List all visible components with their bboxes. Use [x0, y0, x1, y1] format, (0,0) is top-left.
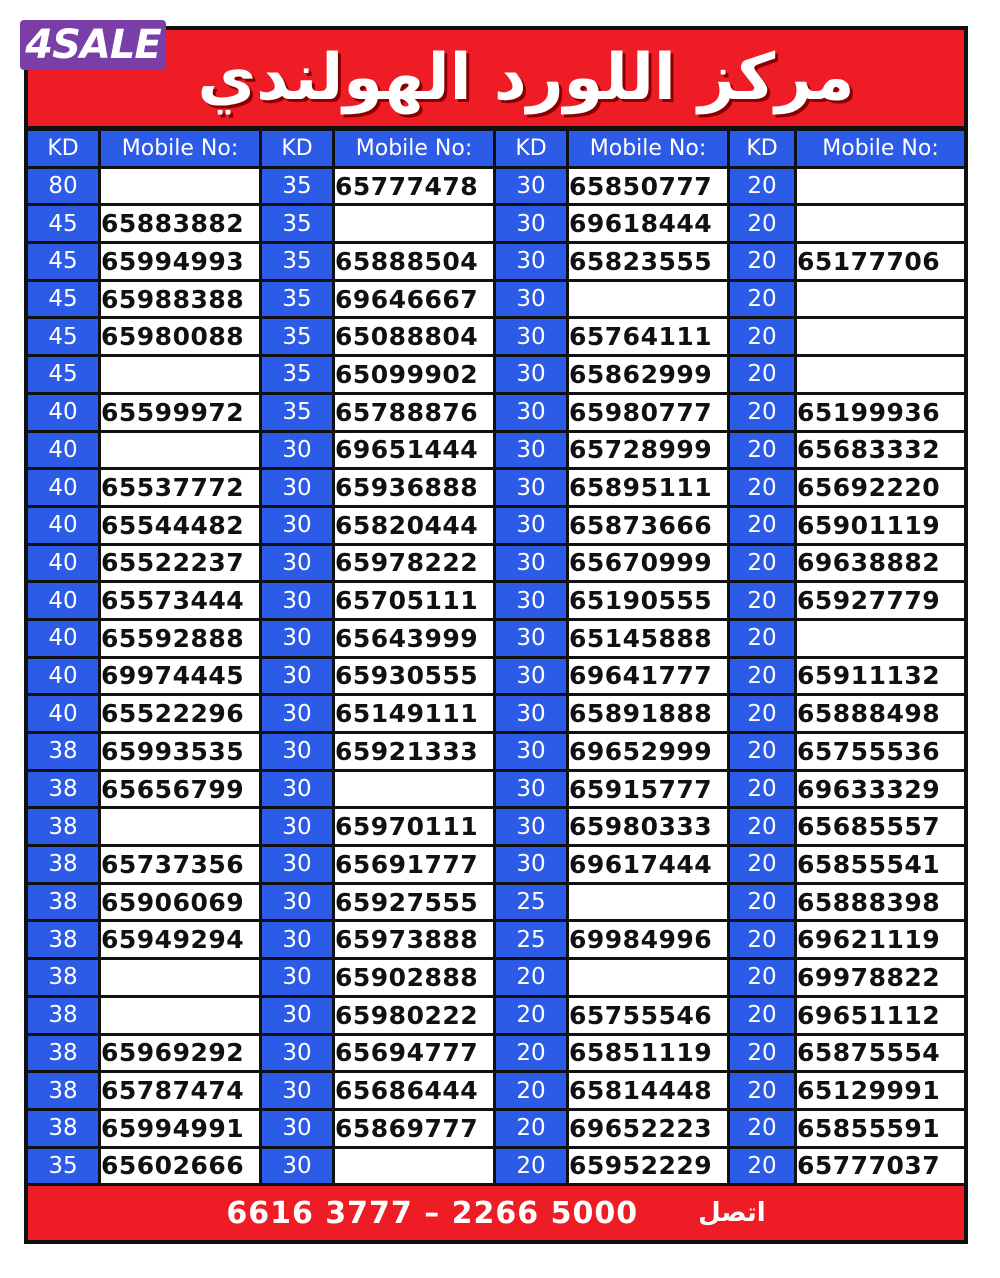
table-row [28, 508, 964, 543]
mobile-number-cell: 65969292 [101, 1036, 259, 1071]
price-cell: 30 [496, 169, 566, 204]
price-cell: 40 [28, 433, 98, 468]
mobile-number-cell [101, 809, 259, 844]
price-cell: 30 [262, 621, 332, 656]
mobile-number-cell: 65906069 [101, 885, 259, 920]
mobile-number-cell: 65764111 [569, 319, 727, 354]
column-header-kd: KD [496, 131, 566, 166]
price-cell: 20 [730, 809, 794, 844]
price-cell: 35 [28, 1149, 98, 1184]
table-row [28, 659, 964, 694]
price-cell: 20 [496, 1036, 566, 1071]
mobile-number-cell: 69984996 [569, 922, 727, 957]
column-header-mobile: Mobile No: [569, 131, 727, 166]
price-cell: 30 [496, 659, 566, 694]
price-cell: 30 [496, 282, 566, 317]
table-row [28, 885, 964, 920]
mobile-number-cell: 69652999 [569, 734, 727, 769]
column-header-kd: KD [262, 131, 332, 166]
mobile-number-cell: 65980333 [569, 809, 727, 844]
mobile-number-cell: 65888398 [797, 885, 964, 920]
mobile-number-cell: 69651112 [797, 998, 964, 1033]
mobile-number-cell: 65145888 [569, 621, 727, 656]
mobile-number-cell: 65602666 [101, 1149, 259, 1184]
price-cell: 30 [496, 319, 566, 354]
mobile-number-cell: 65993535 [101, 734, 259, 769]
mobile-number-cell: 65544482 [101, 508, 259, 543]
column-header-mobile: Mobile No: [797, 131, 964, 166]
table-row [28, 1111, 964, 1146]
mobile-number-cell: 65755546 [569, 998, 727, 1033]
mobile-number-cell [797, 319, 964, 354]
mobile-number-cell: 65823555 [569, 244, 727, 279]
price-cell: 38 [28, 809, 98, 844]
mobile-number-cell: 65980777 [569, 395, 727, 430]
price-cell: 20 [730, 169, 794, 204]
price-cell: 25 [496, 922, 566, 957]
mobile-number-cell: 65199936 [797, 395, 964, 430]
mobile-number-cell: 65949294 [101, 922, 259, 957]
price-cell: 20 [496, 998, 566, 1033]
price-cell: 35 [262, 395, 332, 430]
price-cell: 20 [730, 1111, 794, 1146]
price-cell: 30 [262, 885, 332, 920]
mobile-number-cell: 65891888 [569, 696, 727, 731]
mobile-number-cell: 65915777 [569, 772, 727, 807]
mobile-number-cell [797, 206, 964, 241]
price-cell: 38 [28, 960, 98, 995]
price-cell: 20 [496, 1149, 566, 1184]
price-cell: 30 [262, 1149, 332, 1184]
price-cell: 20 [730, 1073, 794, 1108]
price-cell: 30 [496, 583, 566, 618]
price-cell: 30 [262, 546, 332, 581]
mobile-number-cell: 65911132 [797, 659, 964, 694]
price-cell: 20 [730, 885, 794, 920]
mobile-number-cell [101, 433, 259, 468]
mobile-number-cell: 65129991 [797, 1073, 964, 1108]
table-row [28, 470, 964, 505]
price-cell: 30 [496, 546, 566, 581]
price-cell: 20 [730, 206, 794, 241]
mobile-number-cell [797, 621, 964, 656]
price-cell: 30 [262, 1036, 332, 1071]
title-banner [28, 30, 964, 126]
mobile-number-cell: 65177706 [797, 244, 964, 279]
table-row [28, 206, 964, 241]
mobile-number-cell: 65994991 [101, 1111, 259, 1146]
price-cell: 20 [730, 1149, 794, 1184]
price-cell: 45 [28, 319, 98, 354]
mobile-number-cell: 69974445 [101, 659, 259, 694]
price-cell: 45 [28, 357, 98, 392]
price-cell: 30 [496, 508, 566, 543]
price-cell: 20 [730, 847, 794, 882]
price-cell: 20 [730, 508, 794, 543]
price-cell: 25 [496, 885, 566, 920]
mobile-number-cell [101, 960, 259, 995]
mobile-number-cell: 65978222 [335, 546, 493, 581]
mobile-number-cell: 65855591 [797, 1111, 964, 1146]
price-cell: 30 [496, 847, 566, 882]
price-cell: 30 [496, 244, 566, 279]
mobile-number-cell: 65851119 [569, 1036, 727, 1071]
table-row [28, 772, 964, 807]
mobile-number-cell: 65888498 [797, 696, 964, 731]
call-label: اتصل [698, 1198, 766, 1228]
price-cell: 20 [730, 470, 794, 505]
mobile-number-cell: 65936888 [335, 470, 493, 505]
price-cell: 35 [262, 206, 332, 241]
price-cell: 20 [730, 244, 794, 279]
brand-logo-text: 4SALE [25, 22, 161, 68]
price-cell: 30 [262, 696, 332, 731]
mobile-number-cell: 69618444 [569, 206, 727, 241]
mobile-number-cell: 65522296 [101, 696, 259, 731]
mobile-number-cell [569, 282, 727, 317]
table-row [28, 357, 964, 392]
mobile-number-cell: 65873666 [569, 508, 727, 543]
mobile-number-cell [335, 1149, 493, 1184]
mobile-number-cell: 65980088 [101, 319, 259, 354]
mobile-number-cell: 65970111 [335, 809, 493, 844]
mobile-number-cell: 65643999 [335, 621, 493, 656]
price-cell: 38 [28, 1111, 98, 1146]
contact-banner [28, 1186, 964, 1240]
table-row [28, 244, 964, 279]
price-cell: 35 [262, 282, 332, 317]
price-cell: 30 [496, 470, 566, 505]
mobile-number-cell: 65149111 [335, 696, 493, 731]
price-cell: 20 [730, 583, 794, 618]
mobile-number-cell: 65099902 [335, 357, 493, 392]
table-row [28, 960, 964, 995]
price-cell: 30 [262, 809, 332, 844]
price-cell: 30 [496, 734, 566, 769]
table-row [28, 169, 964, 204]
mobile-number-cell: 65190555 [569, 583, 727, 618]
price-cell: 30 [262, 508, 332, 543]
price-cell: 20 [730, 395, 794, 430]
mobile-number-cell: 69633329 [797, 772, 964, 807]
mobile-number-cell: 65788876 [335, 395, 493, 430]
mobile-number-cell: 69978822 [797, 960, 964, 995]
mobile-number-cell [797, 282, 964, 317]
mobile-number-cell [569, 960, 727, 995]
price-cell: 80 [28, 169, 98, 204]
mobile-number-cell: 65694777 [335, 1036, 493, 1071]
mobile-number-cell: 65994993 [101, 244, 259, 279]
price-cell: 30 [262, 772, 332, 807]
mobile-number-cell: 65537772 [101, 470, 259, 505]
table-row [28, 621, 964, 656]
price-cell: 40 [28, 508, 98, 543]
mobile-number-cell [797, 169, 964, 204]
column-header-mobile: Mobile No: [101, 131, 259, 166]
price-cell: 38 [28, 1036, 98, 1071]
price-cell: 30 [496, 696, 566, 731]
mobile-number-cell: 65705111 [335, 583, 493, 618]
table-body [28, 169, 964, 1184]
price-cell: 38 [28, 922, 98, 957]
price-cell: 30 [262, 960, 332, 995]
price-cell: 30 [496, 809, 566, 844]
price-cell: 20 [730, 621, 794, 656]
mobile-number-cell: 65692220 [797, 470, 964, 505]
mobile-number-cell: 69646667 [335, 282, 493, 317]
mobile-number-cell: 65787474 [101, 1073, 259, 1108]
table-row [28, 998, 964, 1033]
mobile-number-cell: 65522237 [101, 546, 259, 581]
table-row [28, 282, 964, 317]
price-cell: 30 [262, 847, 332, 882]
price-cell: 30 [262, 659, 332, 694]
mobile-number-cell [101, 169, 259, 204]
mobile-number-cell: 69652223 [569, 1111, 727, 1146]
price-cell: 20 [730, 960, 794, 995]
price-cell: 35 [262, 357, 332, 392]
page-title: مركز اللورد الهولندي [197, 41, 855, 115]
mobile-number-cell [569, 885, 727, 920]
table-row [28, 1036, 964, 1071]
price-cell: 20 [730, 659, 794, 694]
price-cell: 30 [262, 1073, 332, 1108]
mobile-number-cell: 65930555 [335, 659, 493, 694]
price-cell: 40 [28, 659, 98, 694]
price-cell: 20 [730, 696, 794, 731]
mobile-number-cell: 65875554 [797, 1036, 964, 1071]
mobile-number-cell: 65973888 [335, 922, 493, 957]
mobile-number-cell: 65599972 [101, 395, 259, 430]
mobile-number-cell: 65592888 [101, 621, 259, 656]
mobile-number-cell: 65737356 [101, 847, 259, 882]
mobile-number-cell [101, 357, 259, 392]
brand-logo [20, 20, 166, 70]
price-cell: 30 [262, 1111, 332, 1146]
column-header-mobile: Mobile No: [335, 131, 493, 166]
price-cell: 40 [28, 470, 98, 505]
table-row [28, 395, 964, 430]
price-cell: 20 [730, 357, 794, 392]
mobile-number-cell: 65820444 [335, 508, 493, 543]
price-cell: 30 [496, 395, 566, 430]
price-cell: 38 [28, 885, 98, 920]
mobile-number-cell: 69651444 [335, 433, 493, 468]
mobile-number-cell: 65573444 [101, 583, 259, 618]
table-row [28, 809, 964, 844]
mobile-number-cell: 65862999 [569, 357, 727, 392]
price-cell: 20 [730, 998, 794, 1033]
mobile-number-cell: 65728999 [569, 433, 727, 468]
table-row [28, 922, 964, 957]
table-row [28, 1149, 964, 1184]
mobile-number-cell: 65980222 [335, 998, 493, 1033]
price-cell: 30 [496, 433, 566, 468]
mobile-number-cell: 65777037 [797, 1149, 964, 1184]
price-cell: 40 [28, 546, 98, 581]
price-cell: 40 [28, 583, 98, 618]
price-cell: 35 [262, 244, 332, 279]
price-cell: 20 [730, 433, 794, 468]
mobile-number-cell: 65656799 [101, 772, 259, 807]
mobile-number-cell: 65883882 [101, 206, 259, 241]
price-cell: 20 [730, 734, 794, 769]
mobile-number-cell: 65888504 [335, 244, 493, 279]
price-cell: 30 [262, 470, 332, 505]
mobile-number-cell: 65901119 [797, 508, 964, 543]
table-row [28, 583, 964, 618]
mobile-number-cell: 65685557 [797, 809, 964, 844]
mobile-number-cell: 69638882 [797, 546, 964, 581]
price-cell: 45 [28, 206, 98, 241]
mobile-number-cell: 65814448 [569, 1073, 727, 1108]
price-cell: 30 [262, 433, 332, 468]
table-row [28, 319, 964, 354]
price-cell: 20 [730, 772, 794, 807]
mobile-number-cell: 65988388 [101, 282, 259, 317]
mobile-number-cell: 65855541 [797, 847, 964, 882]
price-cell: 45 [28, 244, 98, 279]
mobile-number-cell: 65683332 [797, 433, 964, 468]
mobile-number-cell: 65777478 [335, 169, 493, 204]
price-cell: 20 [496, 960, 566, 995]
mobile-number-cell: 65927779 [797, 583, 964, 618]
mobile-number-cell: 65686444 [335, 1073, 493, 1108]
column-header-kd: KD [730, 131, 794, 166]
price-cell: 38 [28, 998, 98, 1033]
price-cell: 40 [28, 621, 98, 656]
mobile-number-cell: 65755536 [797, 734, 964, 769]
price-cell: 20 [730, 546, 794, 581]
price-cell: 35 [262, 319, 332, 354]
price-cell: 30 [496, 772, 566, 807]
price-cell: 40 [28, 395, 98, 430]
mobile-number-cell: 69617444 [569, 847, 727, 882]
price-cell: 30 [262, 998, 332, 1033]
price-cell: 40 [28, 696, 98, 731]
column-header-kd: KD [28, 131, 98, 166]
mobile-number-cell: 65691777 [335, 847, 493, 882]
price-cell: 30 [496, 357, 566, 392]
price-cell: 20 [730, 282, 794, 317]
table-row [28, 433, 964, 468]
price-cell: 30 [262, 734, 332, 769]
mobile-number-cell [335, 206, 493, 241]
mobile-number-cell [797, 357, 964, 392]
mobile-number-cell: 65927555 [335, 885, 493, 920]
price-cell: 20 [496, 1111, 566, 1146]
price-cell: 38 [28, 1073, 98, 1108]
price-cell: 20 [730, 922, 794, 957]
price-cell: 45 [28, 282, 98, 317]
mobile-number-cell: 69621119 [797, 922, 964, 957]
price-cell: 38 [28, 772, 98, 807]
mobile-number-cell: 65952229 [569, 1149, 727, 1184]
mobile-number-cell: 65895111 [569, 470, 727, 505]
table-row [28, 696, 964, 731]
table-row [28, 546, 964, 581]
price-cell: 20 [730, 319, 794, 354]
table-row [28, 847, 964, 882]
mobile-number-cell: 69641777 [569, 659, 727, 694]
mobile-number-cell [335, 772, 493, 807]
price-cell: 30 [496, 206, 566, 241]
table-row [28, 1073, 964, 1108]
mobile-number-cell: 65850777 [569, 169, 727, 204]
table-header-row [28, 131, 964, 166]
price-cell: 30 [262, 583, 332, 618]
mobile-number-cell: 65869777 [335, 1111, 493, 1146]
price-cell: 38 [28, 847, 98, 882]
contact-phone-numbers: 6616 3777 – 2266 5000 [226, 1195, 639, 1231]
price-table [25, 128, 967, 1186]
mobile-number-cell: 65670999 [569, 546, 727, 581]
mobile-number-cell: 65921333 [335, 734, 493, 769]
mobile-number-cell [101, 998, 259, 1033]
price-cell: 38 [28, 734, 98, 769]
price-cell: 30 [262, 922, 332, 957]
price-cell: 30 [496, 621, 566, 656]
mobile-number-cell: 65088804 [335, 319, 493, 354]
price-cell: 20 [496, 1073, 566, 1108]
table-row [28, 734, 964, 769]
mobile-number-cell: 65902888 [335, 960, 493, 995]
price-cell: 35 [262, 169, 332, 204]
price-cell: 20 [730, 1036, 794, 1071]
